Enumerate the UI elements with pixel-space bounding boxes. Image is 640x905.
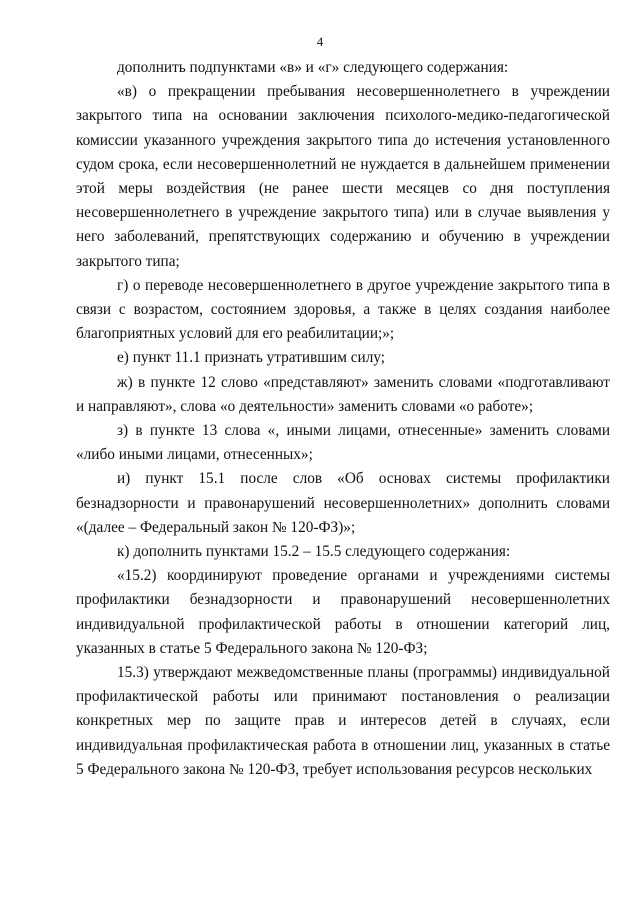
paragraph-point-15-3: 15.3) утверждают межведомственные планы (программы) индивидуальной профилактической работы или принимают постановления о реализации конкретных мер по защите прав и интересов детей в случаях, если индивидуальная профилактическая работа в отношении лиц, указанных в статье 5 Федерального закона № 120-ФЗ, требует использования ресурсов нескольких <box>76 664 610 778</box>
paragraph-item-zh: ж) в пункте 12 слово «представляют» заменить словами «подготавливают и направляют», слова «о деятельности» заменить словами «о работе»; <box>76 373 610 415</box>
paragraph-point-15-2: «15.2) координируют проведение органами и учреждениями системы профилактики безнадзорности и правонарушений несовершеннолетних индивидуальной профилактической работы в отношении категорий лиц, указанных в статье 5 Федерального закона № 120-ФЗ; <box>76 567 610 657</box>
paragraph-item-e: е) пункт 11.1 признать утратившим силу; <box>117 349 386 367</box>
paragraph-intro: дополнить подпунктами «в» и «г» следующего содержания: <box>117 59 509 76</box>
paragraph-item-z: з) в пункте 13 слова «, иными лицами, отнесенные» заменить словами «либо иными лицами, отнесенных»; <box>76 422 610 464</box>
paragraph-subitem-g: г) о переводе несовершеннолетнего в другое учреждение закрытого типа в связи с возрастом, состоянием здоровья, а также в целях создания наиболее благоприятных условий для его реабилитации;»; <box>76 276 610 343</box>
paragraph-subitem-v: «в) о прекращении пребывания несовершеннолетнего в учреждении закрытого типа на основании заключения психолого-медико-педагогической комиссии указанного учреждения закрытого типа до истечения установленного судом срока, если несовершеннолетний не нуждается в дальнейшем применении этой меры воздействия (не ранее шести месяцев со дня поступления несовершеннолетнего в учреждение закрытого типа) или в случае выявления у него заболеваний, препятствующих содержанию и обучению в учреждении закрытого типа; <box>76 83 610 270</box>
page-number: 4 <box>316 34 324 49</box>
paragraph-item-i: и) пункт 15.1 после слов «Об основах системы профилактики безнадзорности и правонарушений несовершеннолетних» дополнить словами «(далее – Федеральный закон № 120-ФЗ)»; <box>76 470 610 536</box>
paragraph-item-k: к) дополнить пунктами 15.2 – 15.5 следующего содержания: <box>117 543 511 561</box>
document-body <box>76 56 610 782</box>
